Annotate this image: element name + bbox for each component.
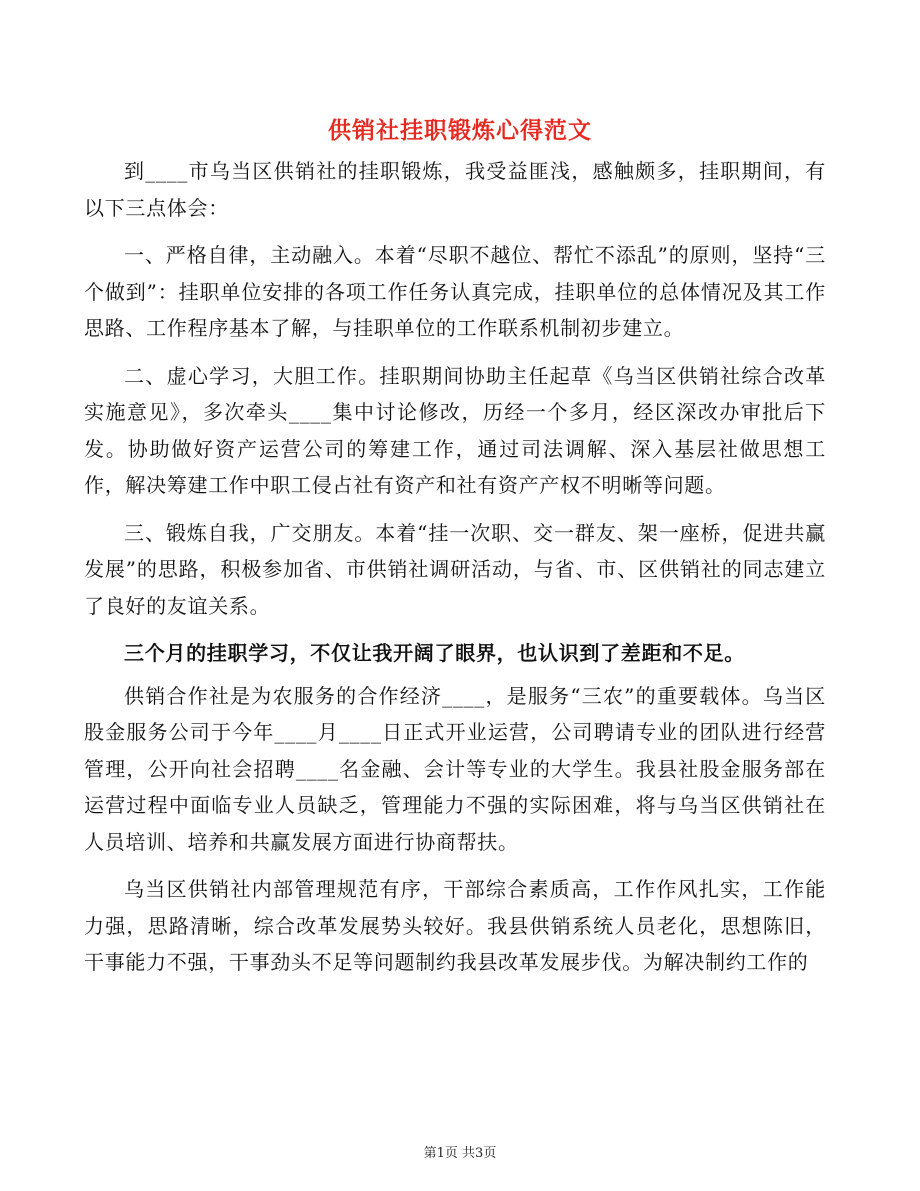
page-number: 第1页 共3页: [423, 1146, 497, 1161]
document-title: 供销社挂职锻炼心得范文: [328, 117, 592, 144]
paragraph-intro: 到____市乌当区供销社的挂职锻炼，我受益匪浅，感触颇多，挂职期间，有以下三点体会：: [84, 159, 826, 220]
paragraph-point-three: 三、锻炼自我，广交朋友。本着“挂一次职、交一群友、架一座桥，促进共赢发展”的思路，积极参加省、市供销社调研活动，与省、市、区供销社的同志建立了良好的友谊关系。: [84, 520, 826, 618]
paragraph-point-one: 一、严格自律，主动融入。本着“尽职不越位、帮忙不添乱”的原则，坚持“三个做到”：挂职单位安排的各项工作任务认真完成，挂职单位的总体情况及其工作思路、工作程序基本了解，与挂职单位的工作联系机制初步建立。: [84, 243, 826, 340]
paragraph-summary-heading: 三个月的挂职学习，不仅让我开阔了眼界，也认识到了差距和不足。: [124, 641, 745, 665]
document-body: [84, 153, 826, 981]
paragraph-point-two: 二、虚心学习，大胆工作。挂职期间协助主任起草《乌当区供销社综合改革实施意见》，多次牵头____集中讨论修改，历经一个多月，经区深改办审批后下发。协助做好资产运营公司的筹建工作，通过司法调解、深入基层社做思想工作，解决筹建工作中职工侵占社有资产和社有资产产权不明晰等问题。: [84, 363, 826, 497]
paragraph-management: 乌当区供销社内部管理规范有序，干部综合素质高，工作作风扎实，工作能力强，思路清晰，综合改革发展势头较好。我县供销系统人员老化，思想陈旧，干事能力不强，干事劲头不足等问题制约我县改革发展步伐。为解决制约工作的: [84, 877, 826, 974]
paragraph-cooperative: 供销合作社是为农服务的合作经济____，是服务“三农”的重要载体。乌当区股金服务公司于今年____月____日正式开业运营，公司聘请专业的团队进行经营管理，公开向社会招聘____名金融、会计等专业的大学生。我县社股金服务部在运营过程中面临专业人员缺乏，管理能力不强的实际困难，将与乌当区供销社在人员培训、培养和共赢发展方面进行协商帮扶。: [84, 683, 826, 854]
